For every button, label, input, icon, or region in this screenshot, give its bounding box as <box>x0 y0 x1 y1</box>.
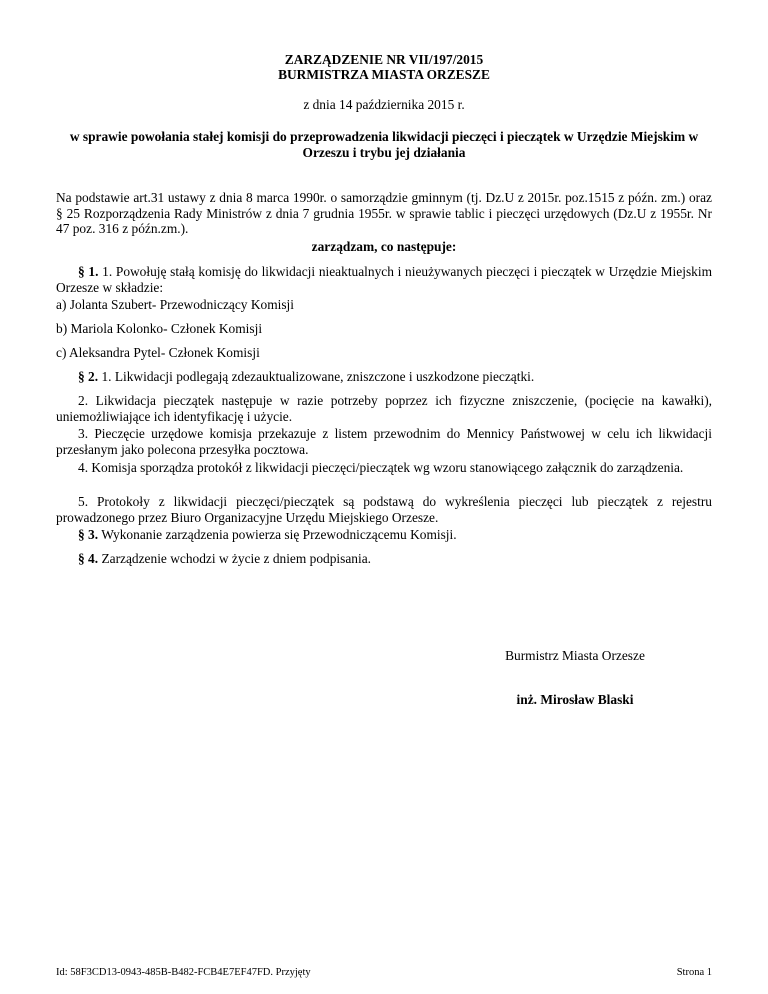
signature-name: inż. Mirosław Blaski <box>516 692 634 707</box>
section-2-point-2: 2. Likwidacja pieczątek następuje w razie potrzeby poprzez ich fizyczne zniszczenie, (pocięcie na kawałki), uniemożliwiające ich identyfikację i użycie. <box>56 393 712 424</box>
section-2-point-5: 5. Protokoły z likwidacji pieczęci/pieczątek są podstawą do wykreślenia pieczęci lub pieczątek z rejestru prowadzonego przez Biuro Organizacyjne Urzędu Miejskiego Orzesze. <box>56 494 712 525</box>
preamble: Na podstawie art.31 ustawy z dnia 8 marca 1990r. o samorządzie gminnym (tj. Dz.U z 2015r. poz.1515 z późn. zm.) oraz § 25 Rozporządzenia Rady Ministrów z dnia 7 grudnia 1955r. w sprawie tablic i pieczęci urzędowych (Dz.U z 1955r. Nr 47 poz. 316 z późn.zm.). <box>56 190 712 236</box>
signature-office: Burmistrz Miasta Orzesze <box>505 648 645 663</box>
document-title-line-2: BURMISTRZA MIASTA ORZESZE <box>278 67 490 82</box>
section-4-text: Zarządzenie wchodzi w życie z dniem podpisania. <box>98 551 371 566</box>
section-1-label: § 1. <box>78 264 99 279</box>
section-2-point-4: 4. Komisja sporządza protokół z likwidacji pieczęci/pieczątek wg wzoru stanowiącego załącznik do zarządzenia. <box>78 460 684 475</box>
section-3-text: Wykonanie zarządzenia powierza się Przewodniczącemu Komisji. <box>98 527 457 542</box>
section-1 <box>56 264 712 295</box>
member-b: b) Mariola Kolonko- Członek Komisji <box>56 321 263 336</box>
section-2-label: § 2. <box>78 369 99 384</box>
document-title-line-1: ZARZĄDZENIE NR VII/197/2015 <box>284 52 484 67</box>
footer-document-id: Id: 58F3CD13-0943-485B-B482-FCB4E7EF47FD. Przyjęty <box>56 967 311 978</box>
section-3-label: § 3. <box>78 527 99 542</box>
section-2-text: 1. Likwidacji podlegają zdezauktualizowane, zniszczone i uszkodzone pieczątki. <box>98 369 535 384</box>
section-2 <box>56 369 712 385</box>
section-3 <box>56 527 712 543</box>
document-date: z dnia 14 października 2015 r. <box>303 97 465 112</box>
member-c: c) Aleksandra Pytel- Członek Komisji <box>56 345 260 360</box>
section-4 <box>56 551 712 567</box>
footer-page-number: Strona 1 <box>676 967 712 978</box>
document-subject: w sprawie powołania stałej komisji do przeprowadzenia likwidacji pieczęci i pieczątek w Urzędzie Miejskim w Orzeszu i trybu jej działania <box>69 129 699 160</box>
section-4-label: § 4. <box>78 551 99 566</box>
member-a: a) Jolanta Szubert- Przewodniczący Komisji <box>56 297 294 312</box>
decree-heading: zarządzam, co następuje: <box>311 239 457 254</box>
section-2-point-3: 3. Pieczęcie urzędowe komisja przekazuje z listem przewodnim do Mennicy Państwowej w celu ich likwidacji przesłanym jako polecona przesyłka pocztowa. <box>56 426 712 457</box>
section-1-text: 1. Powołuję stałą komisję do likwidacji nieaktualnych i nieużywanych pieczęci i pieczątek w Urzędzie Miejskim Orzesze w składzie: <box>56 264 712 295</box>
